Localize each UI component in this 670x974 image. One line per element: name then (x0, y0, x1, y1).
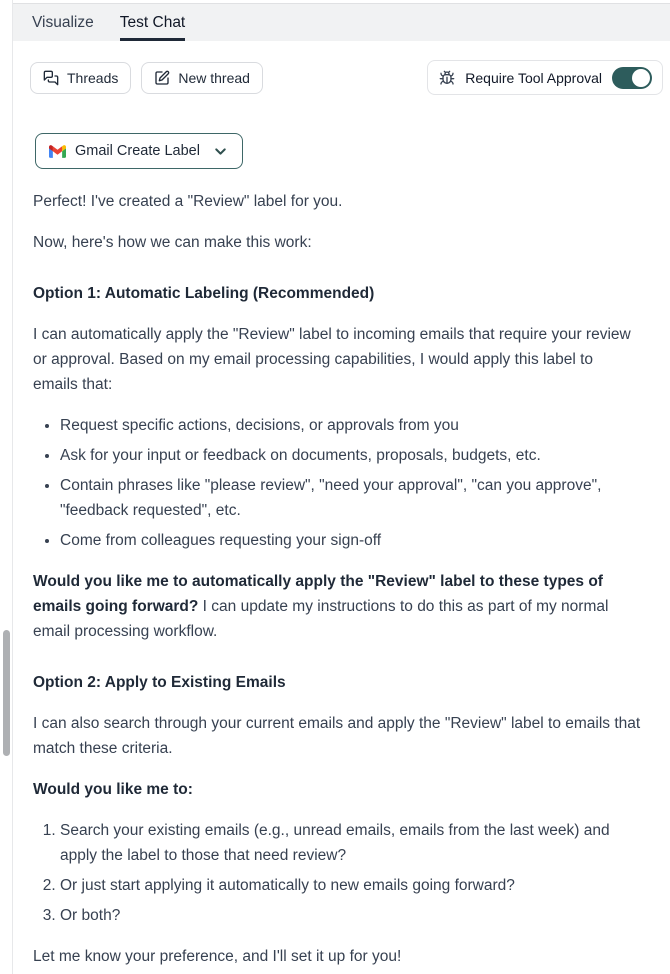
threads-icon (43, 70, 59, 86)
message-paragraph: Let me know your preference, and I'll set it up for you! (33, 948, 402, 965)
option-2-heading: Option 2: Apply to Existing Emails (33, 674, 286, 691)
bold-question: Would you like me to automatically apply the "Review" label to these types of emails going forward? (33, 573, 603, 615)
list-item: • Contain phrases like "please review", "need your approval", "can you approve", "feedback requested", etc. (60, 473, 642, 523)
list-item: 1. Search your existing emails (e.g., unread emails, emails from the last week) and apply the label to those that need review? (60, 818, 642, 868)
list-item: • Come from colleagues requesting your sign-off (60, 528, 642, 553)
tab-test-chat[interactable]: Test Chat (120, 4, 185, 41)
toolbar-left-group (30, 62, 263, 94)
left-scrollbar-track (0, 0, 13, 974)
scrollbar-thumb[interactable] (3, 630, 10, 756)
message-paragraph (33, 569, 642, 644)
list-item: • Ask for your input or feedback on documents, proposals, budgets, etc. (60, 443, 642, 468)
message-paragraph: Perfect! I've created a "Review" label for you. (33, 193, 343, 210)
tab-visualize[interactable]: Visualize (32, 13, 94, 31)
gmail-tool-label: Gmail Create Label (75, 143, 200, 159)
message-paragraph: I can also search through your current emails and apply the "Review" label to emails that match these criteria. (33, 715, 641, 757)
require-tool-approval-toggle[interactable] (612, 67, 652, 89)
bug-icon (439, 70, 455, 86)
new-thread-button[interactable] (141, 62, 263, 94)
tab-bar (13, 3, 670, 41)
message-text: I can update my instructions to do this as part of my normal email processing workflow. (33, 598, 609, 640)
require-tool-approval-control (427, 60, 663, 95)
assistant-message (33, 189, 642, 969)
threads-button-label: Threads (67, 69, 119, 86)
threads-button[interactable] (30, 62, 131, 94)
chat-toolbar (30, 60, 663, 95)
new-thread-button-label: New thread (178, 69, 250, 86)
options-numbered-list (33, 818, 642, 928)
bold-question: Would you like me to: (33, 781, 193, 798)
message-paragraph (33, 777, 642, 802)
list-item: 2. Or just start applying it automatically to new emails going forward? (60, 873, 642, 898)
main-panel (13, 0, 670, 974)
message-paragraph: Now, here's how we can make this work: (33, 234, 312, 251)
criteria-bullet-list (33, 413, 642, 553)
list-item: 3. Or both? (60, 903, 642, 928)
gmail-create-label-tool-button[interactable] (35, 133, 243, 169)
new-thread-icon (154, 70, 170, 86)
require-tool-approval-label: Require Tool Approval (465, 69, 602, 86)
list-item: • Request specific actions, decisions, or approvals from you (60, 413, 642, 438)
option-1-heading: Option 1: Automatic Labeling (Recommended) (33, 285, 375, 302)
toggle-knob (632, 69, 650, 87)
chevron-down-icon (212, 143, 229, 160)
message-paragraph: I can automatically apply the "Review" label to incoming emails that require your review or approval. Based on my email processing capabilities, I would apply this label to emails that: (33, 326, 631, 393)
gmail-icon (49, 145, 66, 158)
